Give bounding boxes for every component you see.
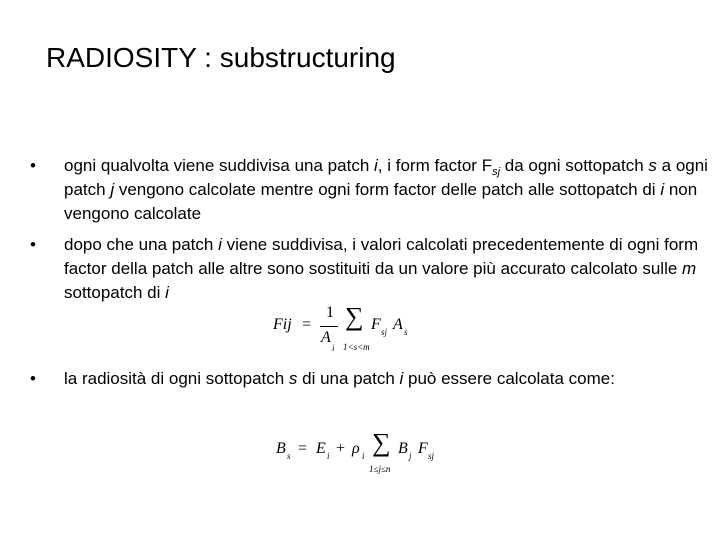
fraction-line: [320, 326, 338, 327]
bullet-text: dopo che una patch i viene suddivisa, i valori calcolati precedentemente di ogni form factor della patch alle altre sono sostituiti da un valore più accurato calcolato sulle m sottopatch di i: [64, 235, 699, 302]
bullet-item-2: [30, 233, 710, 305]
bullet-item-1: [30, 154, 710, 226]
formula-fij: Fij = 1 A i ∑ 1<s<m F sj A s: [273, 302, 408, 353]
sigma-symbol: ∑: [372, 428, 391, 457]
formula-radiosity: B s = E i + ρ i ∑ 1≤j≤n B j F sj: [276, 428, 435, 474]
bullet-text: ogni qualvolta viene suddivisa una patch i, i form factor $F_{sj}$ da ogni sottopatch s a ogni patch j vengono calcolate mentre ogni form factor delle patch alle sottopatch di i non vengono calcolate: [64, 156, 708, 223]
bullet-text: la radiosità di ogni sottopatch s di una patch i può essere calcolata come:: [64, 369, 615, 388]
sigma-symbol: ∑: [345, 302, 364, 331]
bullet-glyph: •: [30, 235, 36, 254]
slide-title: RADIOSITY : substructuring: [46, 42, 396, 73]
bullet-item-3: [30, 367, 710, 391]
bullet-glyph: •: [30, 369, 36, 388]
bullet-glyph: •: [30, 156, 36, 175]
